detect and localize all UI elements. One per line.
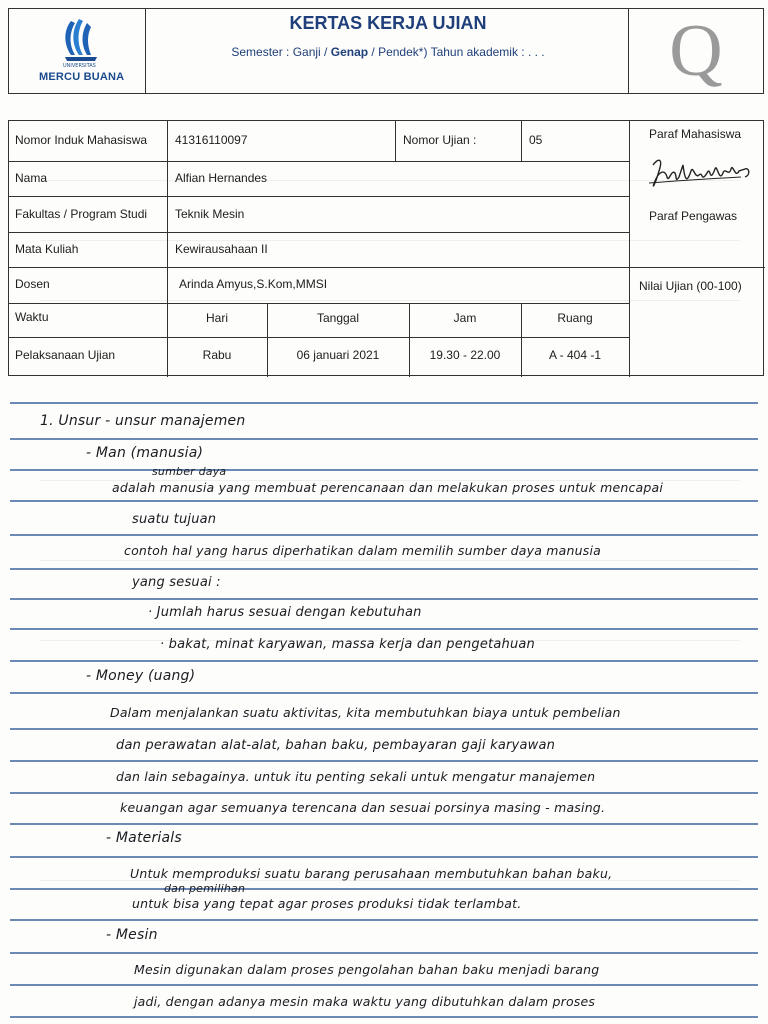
tanggal-label: Tanggal bbox=[316, 311, 360, 325]
dosen-label: Dosen bbox=[15, 277, 50, 291]
mata-kuliah-value: Kewirausahaan II bbox=[175, 242, 268, 256]
fakultas-value: Teknik Mesin bbox=[175, 207, 245, 221]
answer-line: 1. Unsur - unsur manajemen bbox=[40, 413, 246, 429]
answer-line: - Money (uang) bbox=[86, 668, 196, 684]
answer-line: jadi, dengan adanya mesin maka waktu yang dibutuhkan dalam proses bbox=[134, 994, 596, 1009]
answer-line: · bakat, minat karyawan, massa kerja dan pengetahuan bbox=[160, 637, 535, 652]
student-info-table bbox=[8, 120, 764, 376]
q-letter: Q bbox=[669, 10, 723, 92]
answer-line-insert: sumber daya bbox=[152, 465, 227, 478]
answer-line: suatu tujuan bbox=[132, 512, 217, 527]
answer-line: Untuk memproduksi suatu barang perusahaan membutuhkan bahan baku, bbox=[130, 866, 613, 881]
nim-value: 41316110097 bbox=[175, 133, 248, 147]
logo-small-text: UNIVERSITAS bbox=[63, 63, 96, 69]
hari-value: Rabu bbox=[202, 348, 232, 362]
exam-header bbox=[8, 8, 764, 94]
answer-line: - Materials bbox=[106, 830, 182, 846]
nim-label: Nomor Induk Mahasiswa bbox=[15, 133, 148, 147]
nama-label: Nama bbox=[15, 171, 48, 185]
ruang-value: A - 404 -1 bbox=[548, 348, 602, 362]
semester-bold: Genap bbox=[330, 45, 369, 59]
answer-line: dan perawatan alat-alat, bahan baku, pembayaran gaji karyawan bbox=[116, 738, 556, 753]
tanggal-value: 06 januari 2021 bbox=[296, 348, 380, 362]
paraf-mahasiswa-label: Paraf Mahasiswa bbox=[649, 127, 742, 141]
answer-line: Dalam menjalankan suatu aktivitas, kita membutuhkan biaya untuk pembelian bbox=[110, 705, 621, 720]
nomor-ujian-value: 05 bbox=[529, 133, 543, 147]
nomor-ujian-label: Nomor Ujian : bbox=[403, 133, 477, 147]
page-title: KERTAS KERJA UJIAN bbox=[289, 13, 487, 33]
answer-line: - Mesin bbox=[106, 927, 158, 943]
answer-line: dan lain sebagainya. untuk itu penting sekali untuk mengatur manajemen bbox=[116, 769, 596, 784]
jam-value: 19.30 - 22.00 bbox=[429, 348, 501, 362]
jam-label: Jam bbox=[453, 311, 477, 325]
semester-line bbox=[146, 45, 630, 59]
paraf-pengawas-label: Paraf Pengawas bbox=[649, 209, 738, 223]
university-logo bbox=[9, 9, 146, 93]
answer-line: adalah manusia yang membuat perencanaan dan melakukan proses untuk mencapai bbox=[112, 480, 664, 495]
waktu-label: Waktu bbox=[15, 310, 49, 324]
logo-text: MERCU BUANA bbox=[39, 71, 125, 83]
ruang-label: Ruang bbox=[557, 311, 593, 325]
hari-label: Hari bbox=[205, 311, 228, 325]
answer-line-insert: dan pemilihan bbox=[164, 882, 246, 895]
pelaksanaan-label: Pelaksanaan Ujian bbox=[15, 348, 116, 362]
dosen-value: Arinda Amyus,S.Kom,MMSI bbox=[179, 277, 328, 291]
mata-kuliah-label: Mata Kuliah bbox=[15, 242, 79, 256]
q-mark bbox=[628, 9, 763, 93]
nama-value: Alfian Hernandes bbox=[175, 171, 268, 185]
answer-line: yang sesuai : bbox=[132, 575, 221, 590]
answer-line: keuangan agar semuanya terencana dan sesuai porsinya masing - masing. bbox=[120, 800, 606, 815]
student-signature bbox=[645, 155, 757, 195]
answer-line: contoh hal yang harus diperhatikan dalam memilih sumber daya manusia bbox=[124, 543, 601, 558]
answer-line: · Jumlah harus sesuai dengan kebutuhan bbox=[148, 605, 422, 620]
semester-suffix: / Pendek*) Tahun akademik : . . . bbox=[368, 45, 545, 59]
semester-prefix: Semester : Ganji / bbox=[231, 45, 331, 59]
nilai-ujian-label: Nilai Ujian (00-100) bbox=[639, 279, 742, 293]
fakultas-label: Fakultas / Program Studi bbox=[15, 207, 148, 221]
answer-line: Mesin digunakan dalam proses pengolahan bahan baku menjadi barang bbox=[134, 962, 600, 977]
answer-line: - Man (manusia) bbox=[86, 445, 204, 461]
answer-line: untuk bisa yang tepat agar proses produksi tidak terlambat. bbox=[132, 896, 522, 911]
